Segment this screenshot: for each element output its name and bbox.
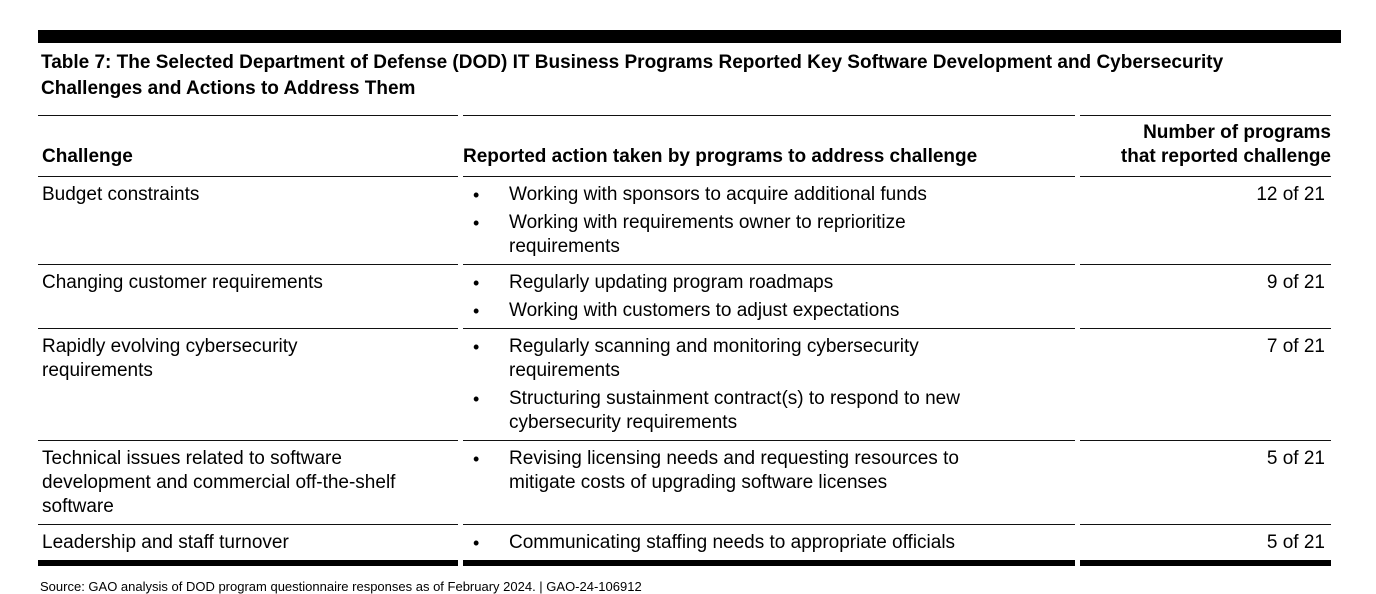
column-header-reported-action: [463, 115, 1075, 177]
action-text: Structuring sustainment contract(s) to respond to new cybersecurity requirements: [509, 388, 960, 433]
action-text: Working with sponsors to acquire additional funds: [509, 184, 927, 205]
action-item: [463, 271, 1075, 295]
challenge-cell: [38, 329, 458, 441]
table-title: Table 7: The Selected Department of Defense (DOD) IT Business Programs Reported Key Software Development and Cybersecurity Challenges and Actions to Address Them: [41, 52, 1224, 99]
table-row: [38, 265, 1331, 329]
challenge-text: Changing customer requirements: [42, 272, 323, 293]
challenge-cell: [38, 265, 458, 329]
action-text: Working with requirements owner to reprioritize requirements: [509, 212, 906, 257]
table-row: [38, 525, 1331, 566]
action-text: Regularly scanning and monitoring cybersecurity requirements: [509, 336, 919, 381]
bullet-icon: •: [473, 273, 480, 293]
action-text: Working with customers to adjust expectations: [509, 300, 900, 321]
source-line: Source: GAO analysis of DOD program questionnaire responses as of February 2024. | GAO-24-106912: [40, 579, 642, 594]
column-header-challenge-label: Challenge: [42, 146, 133, 167]
count-cell: 5 of 21: [1080, 525, 1331, 566]
challenge-text: Leadership and staff turnover: [42, 532, 289, 553]
table-row: [38, 177, 1331, 265]
action-text: Revising licensing needs and requesting resources to mitigate costs of upgrading software licenses: [509, 448, 959, 493]
count-cell: 5 of 21: [1080, 441, 1331, 525]
column-header-number-of-programs: [1080, 115, 1331, 177]
challenge-cell: [38, 525, 458, 566]
bullet-icon: •: [473, 213, 480, 233]
action-text: Regularly updating program roadmaps: [509, 272, 834, 293]
bullet-icon: •: [473, 337, 480, 357]
actions-cell: [463, 525, 1075, 566]
count-cell: 12 of 21: [1080, 177, 1331, 265]
challenge-text: Rapidly evolving cybersecurity requirements: [42, 336, 298, 381]
challenge-cell: [38, 177, 458, 265]
action-item: [463, 211, 1075, 259]
challenge-cell: [38, 441, 458, 525]
action-item: [463, 387, 1075, 435]
action-text: Communicating staffing needs to appropriate officials: [509, 532, 956, 553]
count-cell: 9 of 21: [1080, 265, 1331, 329]
bullet-icon: •: [473, 185, 480, 205]
bullet-icon: •: [473, 533, 480, 553]
bullet-icon: •: [473, 449, 480, 469]
table-body: [38, 177, 1331, 566]
table-row: [38, 329, 1331, 441]
bullet-icon: •: [473, 389, 480, 409]
challenge-text: Budget constraints: [42, 184, 200, 205]
column-header-number-of-programs-label: Number of programs that reported challenge: [1120, 122, 1331, 167]
action-item: [463, 335, 1075, 383]
count-cell: 7 of 21: [1080, 329, 1331, 441]
actions-cell: [463, 265, 1075, 329]
actions-cell: [463, 441, 1075, 525]
action-item: [463, 299, 1075, 323]
actions-cell: [463, 177, 1075, 265]
challenges-table: [33, 115, 1336, 566]
table-row: [38, 441, 1331, 525]
table-top-black-bar: [38, 30, 1341, 43]
action-item: [463, 531, 1075, 555]
column-header-challenge: [38, 115, 458, 177]
table-header-row: [38, 115, 1331, 177]
actions-cell: [463, 329, 1075, 441]
action-item: [463, 447, 1075, 495]
challenge-text: Technical issues related to software development and commercial off-the-shelf software: [42, 448, 396, 517]
column-header-reported-action-label: Reported action taken by programs to address challenge: [463, 146, 978, 167]
action-item: [463, 183, 1075, 207]
bullet-icon: •: [473, 301, 480, 321]
